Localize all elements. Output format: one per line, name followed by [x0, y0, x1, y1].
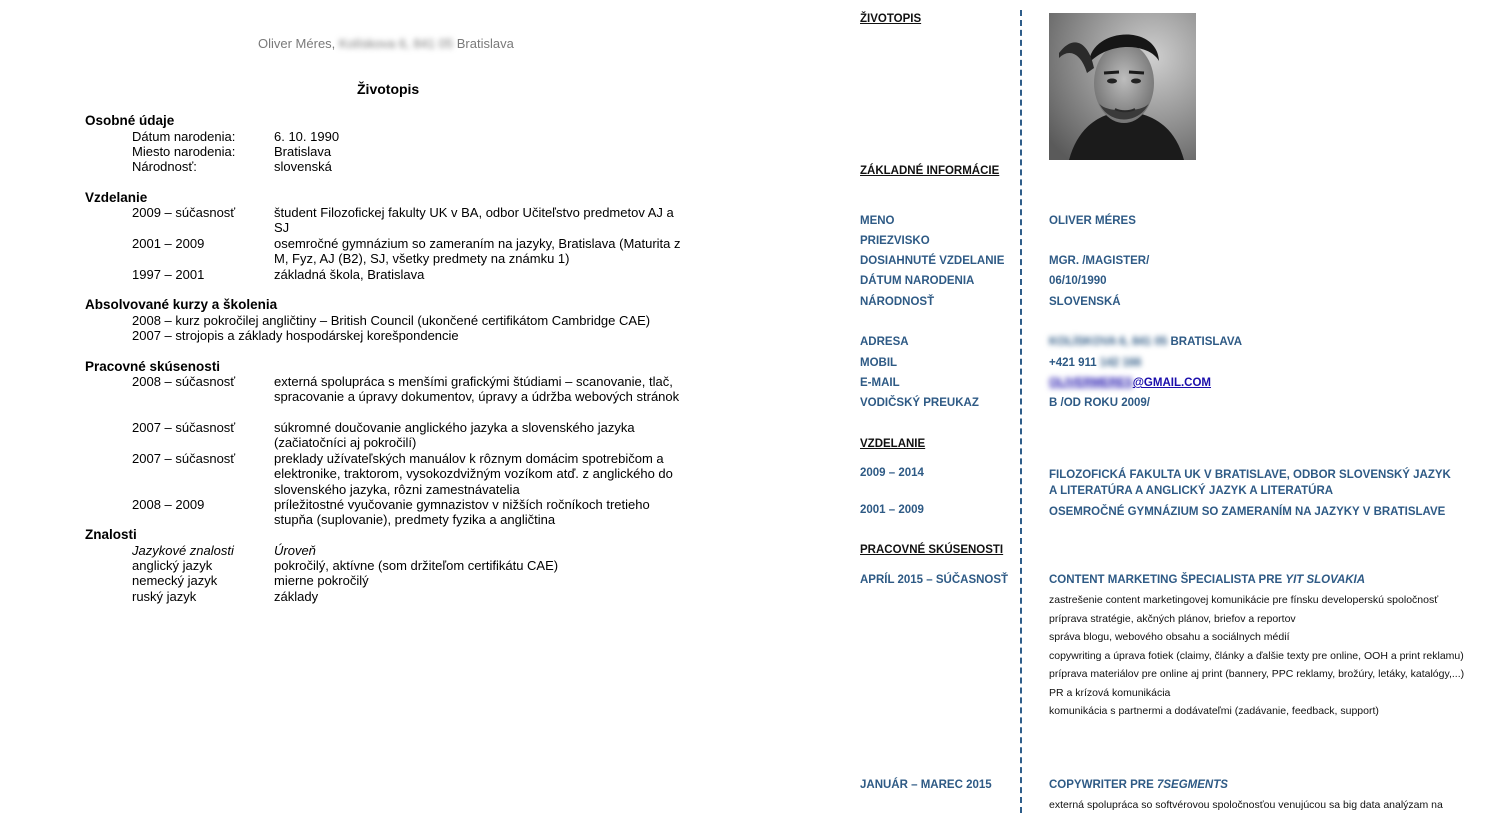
edu-period: 2001 – 2009: [860, 504, 924, 516]
row-value: súkromné doučovanie anglického jazyka a slovenského jazyka (začiatočníci aj pokročilí): [274, 420, 635, 451]
job-line: PR a krízová komunikácia: [1049, 686, 1171, 699]
value-degree: MGR. /MAGISTER/: [1049, 255, 1150, 267]
right-cv-document: [830, 0, 1510, 813]
job-period: JANUÁR – MAREC 2015: [860, 779, 992, 791]
section-heading-skills: Znalosti: [85, 527, 137, 542]
label-license: VODIČSKÝ PREUKAZ: [860, 397, 979, 409]
row-label: Národnosť:: [132, 159, 197, 174]
job-description: [1049, 591, 1465, 721]
row-value: preklady užívateľských manuálov k rôznym domácim spotrebičom a elektronike, traktorom, vysokozdvižným vozíkom atď. z anglického do slovenského jazyka, rôzni zamestnávatelia: [274, 451, 673, 497]
dashed-column-divider: [1020, 10, 1022, 813]
label-mobile: MOBIL: [860, 357, 898, 369]
job-company: 7SEGMENTS: [1156, 779, 1228, 791]
label-surname: PRIEZVISKO: [860, 235, 930, 247]
row-value: príležitostné vyučovanie gymnazistov v nižších ročníkoch tretieho stupňa (suplovanie), predmety fyzika a angličtina: [274, 497, 650, 528]
edu-period: 2009 – 2014: [860, 467, 924, 479]
value-email[interactable]: [1049, 377, 1211, 389]
value-name: OLIVER MÉRES: [1049, 215, 1136, 227]
document-title: Životopis: [357, 81, 420, 97]
course-line: [132, 328, 459, 343]
mobile-prefix: +421 911: [1049, 357, 1097, 369]
job-description: [1049, 796, 1465, 815]
profile-photo: [1049, 13, 1196, 160]
job-period: APRÍL 2015 – SÚČASNOSŤ: [860, 574, 1009, 586]
label-nationality: NÁRODNOSŤ: [860, 296, 935, 308]
label-address: ADRESA: [860, 336, 909, 348]
header-address-redacted: Kolískova 6, 841 05: [338, 36, 454, 51]
job-line: zastrešenie content marketingovej komunikácie pre fínsku developerskú spoločnosť: [1049, 594, 1439, 606]
section-heading-education: Vzdelanie: [85, 190, 148, 205]
row-value: slovenská: [274, 159, 332, 174]
job-title-text: CONTENT MARKETING ŠPECIALISTA PRE: [1049, 574, 1286, 586]
section-heading-courses: Absolvované kurzy a školenia: [85, 297, 278, 312]
row-value: externá spolupráca s menšími grafickými štúdiami – scanovanie, tlač, spracovanie a úpravy dokumentov, úpravy a údržba webových stránok: [274, 374, 680, 405]
section-heading-personal: Osobné údaje: [85, 113, 175, 128]
job-line: príprava stratégie, akčných plánov, briefov a reportov: [1049, 612, 1296, 625]
mobile-redacted: 142 166: [1099, 357, 1142, 369]
job-company: YIT SLOVAKIA: [1285, 574, 1366, 586]
row-value: Bratislava: [274, 144, 332, 159]
heading-education: VZDELANIE: [860, 438, 926, 450]
label-degree: DOSIAHNUTÉ VZDELANIE: [860, 255, 1005, 267]
row-value: mierne pokročilý: [274, 573, 369, 588]
row-label: 2008 – súčasnosť: [132, 374, 236, 389]
row-label: 2009 – súčasnosť: [132, 205, 236, 220]
email-link[interactable]: [1049, 377, 1211, 389]
row-label: nemecký jazyk: [132, 573, 218, 588]
job-title-text: COPYWRITER PRE: [1049, 779, 1157, 791]
email-domain: @GMAIL.COM: [1132, 377, 1212, 389]
heading-basic-info: ZÁKLADNÉ INFORMÁCIE: [860, 165, 1000, 177]
value-address: [1049, 336, 1242, 348]
email-user-redacted: OLIVERMERES: [1049, 377, 1133, 389]
row-value: osemročné gymnázium so zameraním na jazyky, Bratislava (Maturita z M, Fyz, AJ (B2), SJ, všetky predmety na známku 1): [274, 236, 681, 267]
course-text: 2008 – kurz pokročilej angličtiny – British Council (ukončené certifikátom Cambridge CAE): [132, 313, 651, 328]
row-label: 2001 – 2009: [132, 236, 205, 251]
row-label: 2007 – súčasnosť: [132, 451, 236, 466]
job-line: copywriting a úprava fotiek (claimy, články a ďalšie texty pre online, OOH a print reklamu): [1049, 649, 1464, 662]
address-city: BRATISLAVA: [1170, 336, 1243, 348]
cv-header-line: [258, 36, 514, 51]
job-line: správa blogu, webového obsahu a sociálnych médií: [1049, 631, 1290, 643]
value-mobile: [1049, 357, 1141, 369]
value-license: B /OD ROKU 2009/: [1049, 397, 1150, 409]
heading-work: PRACOVNÉ SKÚSENOSTI: [860, 544, 1004, 556]
row-value: študent Filozofickej fakulty UK v BA, odbor Učiteľstvo predmetov AJ a SJ: [274, 205, 674, 236]
header-city: Bratislava: [456, 36, 514, 51]
label-name: MENO: [860, 215, 895, 227]
job-title: [1049, 574, 1365, 586]
row-label: Dátum narodenia:: [132, 129, 236, 144]
course-text: 2007 – strojopis a základy hospodárskej korešpondencie: [132, 328, 459, 343]
job-line: komunikácia s partnermi a dodávateľmi (zadávanie, feedback, support): [1049, 705, 1379, 717]
row-label: anglický jazyk: [132, 558, 213, 573]
row-label: 2007 – súčasnosť: [132, 420, 236, 435]
edu-text: OSEMROČNÉ GYMNÁZIUM SO ZAMERANÍM NA JAZYKY V BRATISLAVE: [1049, 506, 1446, 518]
job-line: príprava materiálov pre online aj print (bannery, PPC reklamy, brožúry, letáky, katalógy,...): [1049, 668, 1465, 680]
address-redacted: KOLÍSKOVA 6, 841 05: [1049, 336, 1168, 348]
header-name: Oliver Méres,: [258, 36, 336, 51]
job-title: [1049, 779, 1228, 791]
row-value: Úroveň: [274, 543, 316, 558]
row-value: základy: [274, 589, 319, 604]
value-nationality: SLOVENSKÁ: [1049, 296, 1121, 308]
row-value: základná škola, Bratislava: [274, 267, 425, 282]
row-label: 2008 – 2009: [132, 497, 205, 512]
label-dob: DÁTUM NARODENIA: [860, 275, 975, 287]
row-label: ruský jazyk: [132, 589, 197, 604]
job-line: externá spolupráca so softvérovou spoločnosťou venujúcou sa big data analýzam na: [1049, 799, 1443, 811]
section-heading-work: Pracovné skúsenosti: [85, 359, 221, 374]
row-value: 6. 10. 1990: [274, 129, 340, 144]
edu-text: FILOZOFICKÁ FAKULTA UK V BRATISLAVE, ODBOR SLOVENSKÝ JAZYK A LITERATÚRA A ANGLICKÝ JAZYK A LITERATÚRA: [1049, 469, 1451, 497]
row-label: Jazykové znalosti: [132, 543, 234, 558]
heading-cv: ŽIVOTOPIS: [860, 13, 922, 25]
row-value: pokročilý, aktívne (som držiteľom certifikátu CAE): [274, 558, 559, 573]
course-line: [132, 313, 650, 328]
row-label: Miesto narodenia:: [132, 144, 236, 159]
value-dob: 06/10/1990: [1049, 275, 1107, 287]
row-label: 1997 – 2001: [132, 267, 205, 282]
label-email: E-MAIL: [860, 377, 900, 389]
